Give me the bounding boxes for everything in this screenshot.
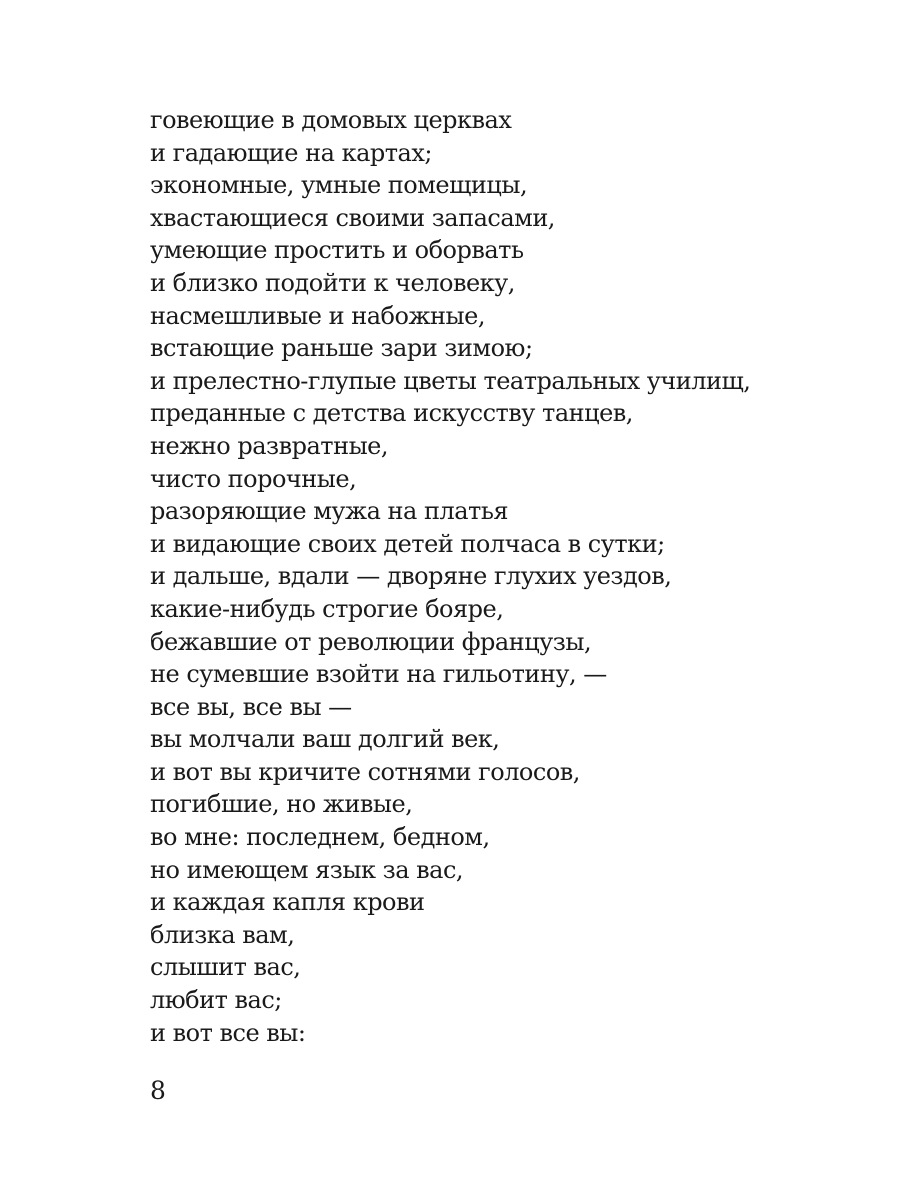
poem-line: во мне: последнем, бедном, bbox=[150, 823, 490, 852]
poem-line: экономные, умные помещицы, bbox=[150, 171, 528, 200]
poem-line: все вы, все вы — bbox=[150, 692, 352, 721]
poem-line: встающие раньше зари зимою; bbox=[150, 334, 533, 363]
poem-line: и дальше, вдали — дворяне глухих уездов, bbox=[150, 562, 672, 591]
poem-line: погибшие, но живые, bbox=[150, 790, 413, 819]
poem-line: говеющие в домовых церквах bbox=[150, 106, 512, 134]
poem-line: и вот все вы: bbox=[150, 1018, 306, 1047]
poem-line: и каждая капля крови bbox=[150, 888, 425, 917]
poem-line: слышит вас, bbox=[150, 953, 301, 982]
poem-line: любит вас; bbox=[150, 986, 282, 1015]
poem-line: преданные с детства искусству танцев, bbox=[150, 399, 633, 428]
poem-line: близка вам, bbox=[150, 920, 295, 949]
poem-line: и близко подойти к человеку, bbox=[150, 268, 515, 297]
poem-line: умеющие простить и оборвать bbox=[150, 236, 524, 265]
poem-line: бежавшие от революции французы, bbox=[150, 627, 592, 656]
poem-line: и гадающие на картах; bbox=[150, 138, 432, 167]
page-number: 8 bbox=[150, 1076, 166, 1105]
poem-line: и вот вы кричите сотнями голосов, bbox=[150, 757, 580, 786]
poem-line: насмешливые и набожные, bbox=[150, 301, 485, 330]
poem-line: и видающие своих детей полчаса в сутки; bbox=[150, 529, 665, 558]
poem-line: нежно развратные, bbox=[150, 431, 389, 460]
poem-line: не сумевшие взойти на гильотину, — bbox=[150, 660, 607, 689]
poem-line: разоряющие мужа на платья bbox=[150, 497, 509, 526]
poem-line: чисто порочные, bbox=[150, 464, 357, 493]
poem-text bbox=[150, 104, 850, 1049]
poem-line: и прелестно-глупые цветы театральных училищ, bbox=[150, 366, 751, 395]
poem-line: хвастающиеся своими запасами, bbox=[150, 203, 555, 232]
poem-line: но имеющем язык за вас, bbox=[150, 855, 464, 884]
poem-line: вы молчали ваш долгий век, bbox=[150, 725, 500, 754]
poem-line: какие-нибудь строгие бояре, bbox=[150, 594, 504, 623]
